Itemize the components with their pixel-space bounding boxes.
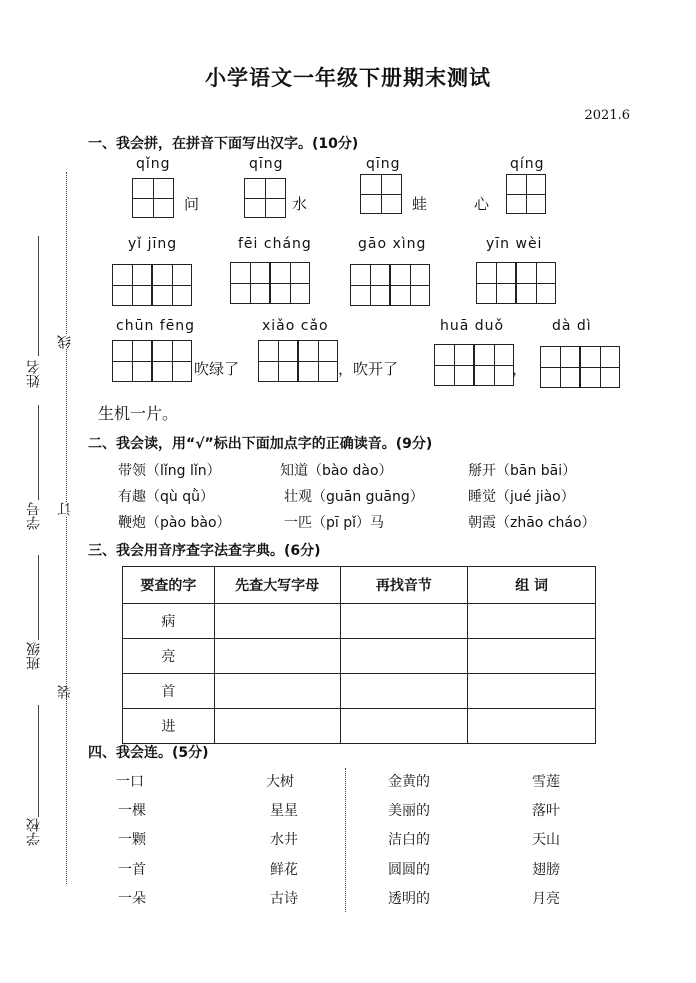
answer-cell[interactable] — [214, 604, 340, 639]
reading-item[interactable]: 掰开（bān bāi） — [468, 463, 577, 479]
writing-cell[interactable] — [390, 264, 430, 306]
match-right-item[interactable]: 雪莲 — [532, 774, 560, 790]
reading-item[interactable]: 有趣（qù qǜ） — [118, 489, 214, 505]
answer-cell[interactable] — [468, 709, 596, 744]
writing-cell[interactable] — [476, 262, 516, 304]
answer-cell[interactable] — [340, 604, 468, 639]
section3-heading: 三、我会用音序查字法查字典。(6分) — [88, 543, 321, 559]
pinyin-chunfeng: chūn fēng — [116, 318, 196, 334]
reading-item[interactable]: 带领（lǐng lǐn） — [118, 463, 221, 479]
dictionary-table — [122, 566, 596, 744]
match-right-item[interactable]: 水井 — [270, 832, 298, 848]
writing-cell[interactable] — [152, 340, 192, 382]
writing-cell[interactable] — [298, 340, 338, 382]
pinyin-huaduo: huā duǒ — [440, 318, 505, 334]
pinyin-yinwei: yīn wèi — [486, 236, 543, 252]
writing-cell[interactable] — [360, 174, 402, 214]
pinyin-qing1-b: qīng — [366, 156, 401, 172]
text-comma: ， — [512, 360, 528, 378]
reading-item[interactable]: 知道（bào dào） — [280, 463, 393, 479]
table-row — [123, 639, 596, 674]
pinyin-qing2: qíng — [510, 156, 545, 172]
char-shui: 水 — [292, 195, 308, 213]
match-right-item[interactable]: 落叶 — [532, 803, 560, 819]
binding-zhuang: 装 — [57, 685, 73, 699]
match-right-item[interactable]: 月亮 — [532, 891, 560, 907]
column-divider — [345, 768, 346, 912]
binding-ding: 订 — [57, 502, 73, 516]
writing-cell[interactable] — [434, 344, 474, 386]
writing-cell[interactable] — [230, 262, 270, 304]
writing-cell[interactable] — [540, 346, 580, 388]
table-row — [123, 709, 596, 744]
reading-item[interactable]: 壮观（guān guāng） — [284, 489, 424, 505]
answer-cell[interactable] — [468, 639, 596, 674]
class-label: 班级 — [26, 642, 42, 670]
pinyin-qing1-a: qīng — [249, 156, 284, 172]
match-right-item[interactable]: 翅膀 — [532, 862, 560, 878]
writing-cell[interactable] — [350, 264, 390, 306]
match-right-item[interactable]: 大树 — [266, 774, 294, 790]
table-header-row — [123, 567, 596, 604]
answer-cell[interactable] — [340, 709, 468, 744]
pinyin-yijing: yǐ jīng — [128, 236, 178, 252]
writing-cell[interactable] — [132, 178, 174, 218]
text-shengji: 生机一片。 — [98, 404, 179, 423]
writing-cell[interactable] — [258, 340, 298, 382]
char-wa: 蛙 — [412, 195, 428, 213]
text-chuilule: 吹绿了 — [194, 360, 240, 378]
table-header: 要查的字 — [123, 567, 215, 604]
writing-cell[interactable] — [580, 346, 620, 388]
lookup-char: 病 — [123, 604, 215, 639]
section4-heading: 四、我会连。(5分) — [88, 745, 209, 761]
exam-date: 2021.6 — [584, 108, 630, 123]
answer-cell[interactable] — [340, 639, 468, 674]
char-xin: 心 — [474, 195, 490, 213]
binding-dotted-line — [66, 172, 67, 884]
writing-cell[interactable] — [152, 264, 192, 306]
table-row — [123, 604, 596, 639]
lookup-char: 首 — [123, 674, 215, 709]
match-left-item[interactable]: 一朵 — [118, 891, 146, 907]
writing-cell[interactable] — [506, 174, 546, 214]
match-right-item[interactable]: 鲜花 — [270, 862, 298, 878]
match-left-item[interactable]: 金黄的 — [388, 774, 430, 790]
section2-heading: 二、我会读，用“√”标出下面加点字的正确读音。(9分) — [88, 436, 433, 452]
char-wen: 问 — [184, 195, 200, 213]
answer-cell[interactable] — [214, 674, 340, 709]
writing-cell[interactable] — [112, 340, 152, 382]
pinyin-xiaocao: xiǎo cǎo — [262, 318, 329, 334]
number-underline — [38, 405, 39, 500]
match-right-item[interactable]: 星星 — [270, 803, 298, 819]
name-label: 姓名 — [26, 360, 42, 388]
pinyin-dadi: dà dì — [552, 318, 592, 334]
match-left-item[interactable]: 一颗 — [118, 832, 146, 848]
reading-item[interactable]: 朝霞（zhāo cháo） — [468, 515, 596, 531]
school-label: 学校 — [26, 818, 42, 846]
writing-cell[interactable] — [112, 264, 152, 306]
table-header: 组 词 — [468, 567, 596, 604]
table-header: 先查大写字母 — [214, 567, 340, 604]
text-chuikaile: ，吹开了 — [338, 360, 399, 378]
match-right-item[interactable]: 天山 — [532, 832, 560, 848]
match-left-item[interactable]: 洁白的 — [388, 832, 430, 848]
section1-heading: 一、我会拼，在拼音下面写出汉字。(10分) — [88, 136, 359, 152]
number-label: 学号 — [26, 502, 42, 530]
school-underline — [38, 705, 39, 817]
writing-cell[interactable] — [516, 262, 556, 304]
answer-cell[interactable] — [468, 674, 596, 709]
answer-cell[interactable] — [214, 639, 340, 674]
answer-cell[interactable] — [468, 604, 596, 639]
writing-cell[interactable] — [474, 344, 514, 386]
match-left-item[interactable]: 圆圆的 — [388, 862, 430, 878]
table-row — [123, 674, 596, 709]
reading-item[interactable]: 鞭炮（pào bào） — [118, 515, 231, 531]
match-left-item[interactable]: 美丽的 — [388, 803, 430, 819]
match-left-item[interactable]: 透明的 — [388, 891, 430, 907]
match-right-item[interactable]: 古诗 — [270, 891, 298, 907]
lookup-char: 亮 — [123, 639, 215, 674]
reading-item[interactable]: 一匹（pī pǐ）马 — [284, 515, 385, 531]
writing-cell[interactable] — [270, 262, 310, 304]
class-underline — [38, 555, 39, 640]
writing-cell[interactable] — [244, 178, 286, 218]
lookup-char: 进 — [123, 709, 215, 744]
binding-xian: 线 — [57, 335, 73, 349]
pinyin-qing3: qǐng — [136, 156, 171, 172]
name-underline — [38, 236, 39, 356]
match-left-item[interactable]: 一首 — [118, 862, 146, 878]
match-left-item[interactable]: 一棵 — [118, 803, 146, 819]
pinyin-gaoxing: gāo xìng — [358, 236, 427, 252]
answer-cell[interactable] — [340, 674, 468, 709]
table-header: 再找音节 — [340, 567, 468, 604]
reading-item[interactable]: 睡觉（jué jiào） — [468, 489, 575, 505]
page-title: 小学语文一年级下册期末测试 — [205, 66, 491, 90]
pinyin-feichang: fēi cháng — [238, 236, 312, 252]
answer-cell[interactable] — [214, 709, 340, 744]
match-left-item[interactable]: 一口 — [116, 774, 144, 790]
